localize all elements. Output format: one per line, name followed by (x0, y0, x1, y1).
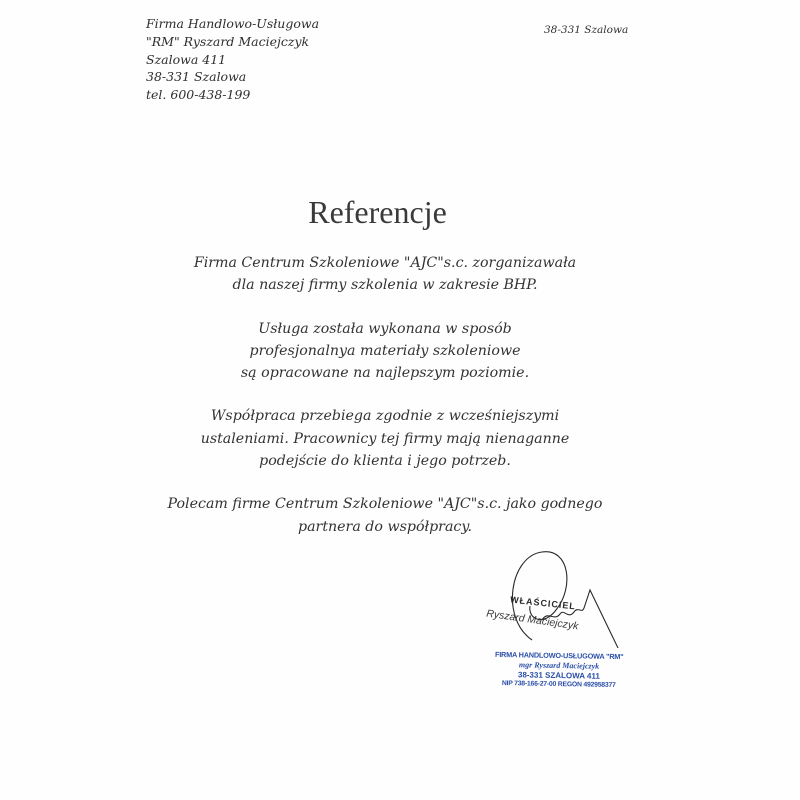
paragraph-recommendation (0, 493, 770, 538)
sender-postal-city: 38-331 Szalowa (146, 69, 247, 85)
place-line: 38-331 Szalowa (544, 24, 629, 36)
signature-area (470, 548, 670, 648)
letter-body (0, 252, 770, 559)
body-line: podejście do klienta i jego potrzeb. (259, 453, 511, 470)
company-stamp (474, 650, 645, 690)
sender-address-block (146, 15, 319, 104)
document-title: Referencje (308, 194, 447, 230)
body-line: Współpraca przebiega zgodnie z wcześniejszymi (210, 408, 560, 425)
body-line: Usługa została wykonana w sposób (258, 320, 512, 337)
body-line: są opracowane na najlepszym poziomie. (240, 365, 530, 382)
sender-street: Szalowa 411 (146, 51, 227, 67)
sender-phone: tel. 600-438-199 (146, 87, 251, 103)
body-line: profesjonalnya materiały szkoleniowe (249, 342, 521, 359)
body-line: Firma Centrum Szkoleniowe "AJC"s.c. zorganizawała (193, 255, 577, 271)
stamp-address: 38-331 SZALOWA 411 (517, 670, 600, 681)
paragraph-organized-training (0, 252, 770, 297)
body-line: dla naszej firmy szkolenia w zakresie BHP. (232, 277, 538, 294)
paragraph-cooperation (0, 405, 770, 472)
body-line: ustaleniami. Pracownicy tej firmy mają nienaganne (200, 430, 570, 447)
paragraph-service-quality (0, 318, 770, 385)
stamp-owner-name: mgr Ryszard Maciejczyk (518, 660, 600, 671)
stamp-tax-ids: NIP 738-166-27-00 REGON 492958377 (501, 680, 616, 689)
signature-role-stamp: WŁAŚCICIEL (509, 594, 577, 612)
sender-company-name: Firma Handlowo-Usługowa (146, 16, 320, 31)
body-line: partnera do współpracy. (298, 518, 472, 535)
body-line: Polecam firme Centrum Szkoleniowe "AJC"s.c. jako godnego (167, 496, 603, 513)
handwritten-signature (470, 548, 670, 648)
sender-owner-name: "RM" Ryszard Maciejczyk (146, 33, 310, 49)
stamp-company-name: FIRMA HANDLOWO-USŁUGOWA "RM" (494, 649, 624, 662)
signature-name-stamp: Ryszard Maciejczyk (485, 607, 580, 633)
